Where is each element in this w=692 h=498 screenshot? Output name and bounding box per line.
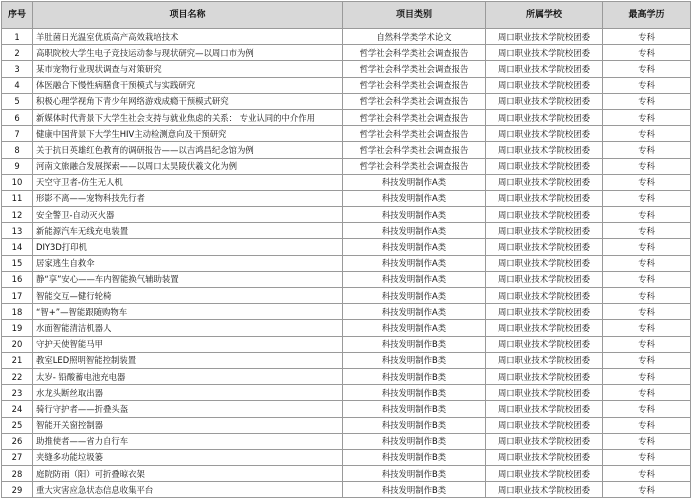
project-name-cell: 体医融合下慢性病膳食干预模式与实践研究 <box>33 77 343 93</box>
project-category-cell: 科技发明制作B类 <box>343 417 486 433</box>
table-row <box>2 45 691 61</box>
header-row <box>2 2 691 29</box>
education-cell: 专科 <box>603 239 691 255</box>
table-row <box>2 417 691 433</box>
school-cell: 周口职业技术学院校团委 <box>486 142 603 158</box>
education-cell: 专科 <box>603 255 691 271</box>
project-category-cell: 科技发明制作A类 <box>343 239 486 255</box>
school-cell: 周口职业技术学院校团委 <box>486 207 603 223</box>
serial-number-cell: 14 <box>2 239 33 255</box>
school-cell: 周口职业技术学院校团委 <box>486 304 603 320</box>
serial-number-cell: 16 <box>2 271 33 287</box>
project-name-cell: 健康中国背景下大学生HIV主动检测意向及干预研究 <box>33 126 343 142</box>
serial-number-cell: 26 <box>2 433 33 449</box>
education-cell: 专科 <box>603 466 691 482</box>
project-name-cell: 教室LED照明智能控制装置 <box>33 352 343 368</box>
project-name-cell: 新媒体时代背景下大学生社会支持与就业焦虑的关系： 专业认同的中介作用 <box>33 109 343 125</box>
project-category-cell: 科技发明制作A类 <box>343 271 486 287</box>
education-cell: 专科 <box>603 401 691 417</box>
school-cell: 周口职业技术学院校团委 <box>486 223 603 239</box>
project-category-cell: 科技发明制作B类 <box>343 401 486 417</box>
project-name-cell: 庭院防雨（阳）可折叠晾衣架 <box>33 466 343 482</box>
school-cell: 周口职业技术学院校团委 <box>486 45 603 61</box>
table-row <box>2 368 691 384</box>
school-cell: 周口职业技术学院校团委 <box>486 417 603 433</box>
table-row <box>2 174 691 190</box>
table-row <box>2 207 691 223</box>
education-cell: 专科 <box>603 271 691 287</box>
project-name-cell: 太岁- 铅酸蓄电池充电器 <box>33 368 343 384</box>
education-cell: 专科 <box>603 482 691 498</box>
school-cell: 周口职业技术学院校团委 <box>486 271 603 287</box>
serial-number-cell: 5 <box>2 93 33 109</box>
education-cell: 专科 <box>603 352 691 368</box>
school-cell: 周口职业技术学院校团委 <box>486 449 603 465</box>
table-row <box>2 482 691 498</box>
project-category-cell: 科技发明制作B类 <box>343 466 486 482</box>
table-row <box>2 158 691 174</box>
serial-number-cell: 2 <box>2 45 33 61</box>
education-cell: 专科 <box>603 126 691 142</box>
project-category-cell: 哲学社会科学类社会调查报告 <box>343 158 486 174</box>
education-cell: 专科 <box>603 93 691 109</box>
education-cell: 专科 <box>603 190 691 206</box>
school-cell: 周口职业技术学院校团委 <box>486 336 603 352</box>
education-cell: 专科 <box>603 174 691 190</box>
project-category-cell: 科技发明制作A类 <box>343 320 486 336</box>
project-category-cell: 科技发明制作B类 <box>343 368 486 384</box>
serial-number-cell: 23 <box>2 385 33 401</box>
school-cell: 周口职业技术学院校团委 <box>486 466 603 482</box>
education-cell: 专科 <box>603 45 691 61</box>
table-row <box>2 466 691 482</box>
school-cell: 周口职业技术学院校团委 <box>486 239 603 255</box>
project-name-cell: 羊肚菌日光温室优质高产高效栽培技术 <box>33 29 343 45</box>
header-school: 所属学校 <box>486 2 603 29</box>
education-cell: 专科 <box>603 77 691 93</box>
school-cell: 周口职业技术学院校团委 <box>486 401 603 417</box>
project-category-cell: 哲学社会科学类社会调查报告 <box>343 61 486 77</box>
project-name-cell: 安全警卫-自动灭火器 <box>33 207 343 223</box>
education-cell: 专科 <box>603 417 691 433</box>
serial-number-cell: 17 <box>2 288 33 304</box>
project-category-cell: 哲学社会科学类社会调查报告 <box>343 109 486 125</box>
school-cell: 周口职业技术学院校团委 <box>486 352 603 368</box>
serial-number-cell: 28 <box>2 466 33 482</box>
header-education: 最高学历 <box>603 2 691 29</box>
header-project-category: 项目类别 <box>343 2 486 29</box>
education-cell: 专科 <box>603 158 691 174</box>
school-cell: 周口职业技术学院校团委 <box>486 174 603 190</box>
project-name-cell: 助推使者——省力自行车 <box>33 433 343 449</box>
table-row <box>2 288 691 304</box>
table-row <box>2 401 691 417</box>
school-cell: 周口职业技术学院校团委 <box>486 190 603 206</box>
table-row <box>2 449 691 465</box>
table-row <box>2 29 691 45</box>
project-name-cell: 重大灾害应急状态信息收集平台 <box>33 482 343 498</box>
project-name-cell: 夹缝多功能垃圾篓 <box>33 449 343 465</box>
project-category-cell: 哲学社会科学类社会调查报告 <box>343 45 486 61</box>
education-cell: 专科 <box>603 61 691 77</box>
table-row <box>2 320 691 336</box>
table-row <box>2 190 691 206</box>
project-category-cell: 科技发明制作A类 <box>343 190 486 206</box>
project-category-cell: 自然科学类学术论文 <box>343 29 486 45</box>
serial-number-cell: 24 <box>2 401 33 417</box>
education-cell: 专科 <box>603 320 691 336</box>
serial-number-cell: 1 <box>2 29 33 45</box>
project-name-cell: 新能源汽车无线充电装置 <box>33 223 343 239</box>
serial-number-cell: 21 <box>2 352 33 368</box>
school-cell: 周口职业技术学院校团委 <box>486 368 603 384</box>
project-category-cell: 科技发明制作A类 <box>343 255 486 271</box>
project-category-cell: 哲学社会科学类社会调查报告 <box>343 126 486 142</box>
serial-number-cell: 8 <box>2 142 33 158</box>
project-name-cell: 居家逃生自救伞 <box>33 255 343 271</box>
education-cell: 专科 <box>603 109 691 125</box>
school-cell: 周口职业技术学院校团委 <box>486 158 603 174</box>
serial-number-cell: 11 <box>2 190 33 206</box>
education-cell: 专科 <box>603 385 691 401</box>
project-name-cell: 水龙头断丝取出器 <box>33 385 343 401</box>
table-row <box>2 352 691 368</box>
serial-number-cell: 29 <box>2 482 33 498</box>
project-category-cell: 科技发明制作A类 <box>343 288 486 304</box>
project-name-cell: 某市宠物行业现状调查与对策研究 <box>33 61 343 77</box>
table-row <box>2 239 691 255</box>
education-cell: 专科 <box>603 336 691 352</box>
project-name-cell: 守护天使智能马甲 <box>33 336 343 352</box>
table-row <box>2 433 691 449</box>
project-name-cell: 智能开关窗控制器 <box>33 417 343 433</box>
project-category-cell: 科技发明制作A类 <box>343 304 486 320</box>
education-cell: 专科 <box>603 304 691 320</box>
header-serial-number: 序号 <box>2 2 33 29</box>
project-category-cell: 科技发明制作A类 <box>343 174 486 190</box>
serial-number-cell: 3 <box>2 61 33 77</box>
project-name-cell: 静“享”安心——车内智能换气辅助装置 <box>33 271 343 287</box>
school-cell: 周口职业技术学院校团委 <box>486 126 603 142</box>
education-cell: 专科 <box>603 433 691 449</box>
project-category-cell: 科技发明制作B类 <box>343 385 486 401</box>
project-category-cell: 哲学社会科学类社会调查报告 <box>343 93 486 109</box>
project-name-cell: 河南文旅融合发展探索——以周口太昊陵伏羲文化为例 <box>33 158 343 174</box>
project-name-cell: 形影不离——宠物科技先行者 <box>33 190 343 206</box>
education-cell: 专科 <box>603 142 691 158</box>
school-cell: 周口职业技术学院校团委 <box>486 93 603 109</box>
table-row <box>2 336 691 352</box>
table-row <box>2 385 691 401</box>
school-cell: 周口职业技术学院校团委 <box>486 320 603 336</box>
table-row <box>2 93 691 109</box>
table-row <box>2 109 691 125</box>
serial-number-cell: 10 <box>2 174 33 190</box>
serial-number-cell: 22 <box>2 368 33 384</box>
project-name-cell: 智能交互—健行轮椅 <box>33 288 343 304</box>
table-row <box>2 304 691 320</box>
serial-number-cell: 25 <box>2 417 33 433</box>
serial-number-cell: 7 <box>2 126 33 142</box>
serial-number-cell: 4 <box>2 77 33 93</box>
project-name-cell: 天空守卫者-仿生无人机 <box>33 174 343 190</box>
header-project-name: 项目名称 <box>33 2 343 29</box>
school-cell: 周口职业技术学院校团委 <box>486 61 603 77</box>
education-cell: 专科 <box>603 368 691 384</box>
project-name-cell: 骑行守护者——折叠头盔 <box>33 401 343 417</box>
table-row <box>2 77 691 93</box>
school-cell: 周口职业技术学院校团委 <box>486 482 603 498</box>
school-cell: 周口职业技术学院校团委 <box>486 433 603 449</box>
project-category-cell: 哲学社会科学类社会调查报告 <box>343 77 486 93</box>
project-table <box>1 1 691 498</box>
project-category-cell: 科技发明制作B类 <box>343 449 486 465</box>
education-cell: 专科 <box>603 223 691 239</box>
table-row <box>2 126 691 142</box>
serial-number-cell: 19 <box>2 320 33 336</box>
project-name-cell: 高职院校大学生电子竞技运动参与现状研究—以周口市为例 <box>33 45 343 61</box>
table-body <box>2 29 691 498</box>
project-category-cell: 科技发明制作B类 <box>343 336 486 352</box>
table-row <box>2 61 691 77</box>
table-row <box>2 255 691 271</box>
school-cell: 周口职业技术学院校团委 <box>486 288 603 304</box>
education-cell: 专科 <box>603 207 691 223</box>
project-category-cell: 科技发明制作A类 <box>343 207 486 223</box>
serial-number-cell: 9 <box>2 158 33 174</box>
school-cell: 周口职业技术学院校团委 <box>486 385 603 401</box>
project-category-cell: 科技发明制作B类 <box>343 482 486 498</box>
school-cell: 周口职业技术学院校团委 <box>486 255 603 271</box>
project-category-cell: 科技发明制作B类 <box>343 433 486 449</box>
table-header <box>2 2 691 29</box>
education-cell: 专科 <box>603 449 691 465</box>
serial-number-cell: 13 <box>2 223 33 239</box>
project-category-cell: 哲学社会科学类社会调查报告 <box>343 142 486 158</box>
table-row <box>2 271 691 287</box>
serial-number-cell: 6 <box>2 109 33 125</box>
project-category-cell: 科技发明制作B类 <box>343 352 486 368</box>
project-name-cell: “智+”—智能跟随购物车 <box>33 304 343 320</box>
education-cell: 专科 <box>603 29 691 45</box>
education-cell: 专科 <box>603 288 691 304</box>
serial-number-cell: 20 <box>2 336 33 352</box>
serial-number-cell: 15 <box>2 255 33 271</box>
serial-number-cell: 12 <box>2 207 33 223</box>
project-name-cell: 关于抗日英雄红色教育的调研报告——以吉鸿昌纪念馆为例 <box>33 142 343 158</box>
serial-number-cell: 27 <box>2 449 33 465</box>
project-category-cell: 科技发明制作A类 <box>343 223 486 239</box>
project-name-cell: 积极心理学视角下青少年网络游戏成瘾干预模式研究 <box>33 93 343 109</box>
serial-number-cell: 18 <box>2 304 33 320</box>
school-cell: 周口职业技术学院校团委 <box>486 77 603 93</box>
project-name-cell: 水面智能清洁机器人 <box>33 320 343 336</box>
school-cell: 周口职业技术学院校团委 <box>486 109 603 125</box>
project-name-cell: DIY3D打印机 <box>33 239 343 255</box>
school-cell: 周口职业技术学院校团委 <box>486 29 603 45</box>
table-row <box>2 142 691 158</box>
table-row <box>2 223 691 239</box>
